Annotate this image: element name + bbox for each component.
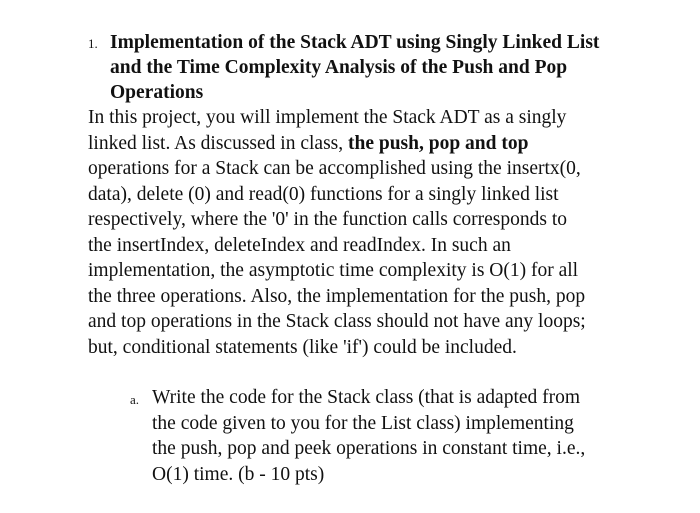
paragraph-line: the three operations. Also, the implementation for the push, pop xyxy=(88,285,586,307)
sub-question-line: Write the code for the Stack class (that is adapted from xyxy=(152,387,581,408)
sub-question-line: the code given to you for the List class) implementing xyxy=(152,412,574,434)
section-number: 1. xyxy=(88,36,98,51)
paragraph-line: In this project, you will implement the Stack ADT as a singly xyxy=(88,107,567,128)
paragraph-line xyxy=(88,131,668,157)
paragraph-line: operations for a Stack can be accomplished using the insertx(0, xyxy=(88,158,581,179)
sub-question-line: O(1) time. (b - 10 pts) xyxy=(152,463,325,485)
paragraph-text: linked list. As discussed in class, xyxy=(88,132,348,154)
section-title-line: and the Time Complexity Analysis of the Push and Pop xyxy=(110,57,568,78)
body-paragraph xyxy=(88,105,668,360)
document-page xyxy=(88,30,668,487)
paragraph-line: but, conditional statements (like 'if') could be included. xyxy=(88,336,517,358)
emphasized-text: the push, pop and top xyxy=(348,132,529,154)
section-title-line: Implementation of the Stack ADT using Singly Linked List xyxy=(110,32,600,53)
section-title-line: Operations xyxy=(110,82,204,103)
paragraph-line: data), delete (0) and read(0) functions for a singly linked list xyxy=(88,183,559,205)
paragraph-line: respectively, where the '0' in the function calls corresponds to xyxy=(88,209,568,230)
sub-question-line: the push, pop and peek operations in constant time, i.e., xyxy=(152,438,586,459)
sub-question-letter: a. xyxy=(130,392,140,407)
section-heading xyxy=(88,30,668,105)
paragraph-line: and top operations in the Stack class should not have any loops; xyxy=(88,311,586,332)
sub-question-a xyxy=(130,385,668,487)
paragraph-line: implementation, the asymptotic time complexity is O(1) for all xyxy=(88,260,579,281)
paragraph-line: the insertIndex, deleteIndex and readIndex. In such an xyxy=(88,234,511,256)
